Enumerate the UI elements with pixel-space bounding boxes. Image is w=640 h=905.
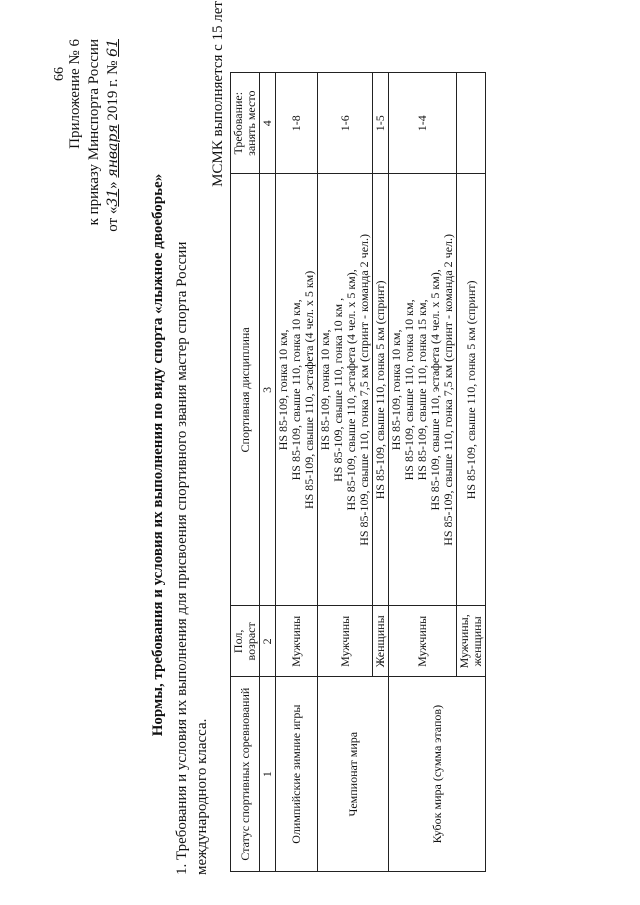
discipline-cell: [457, 174, 486, 606]
discipline-line: HS 85-109, гонка 10 км,: [318, 329, 332, 451]
header-number-cell: 2: [260, 606, 276, 677]
appendix-block: [66, 39, 123, 339]
gender-age-cell: Мужчины, женщины: [457, 606, 486, 677]
header-cell: Пол, возраст: [231, 606, 260, 677]
discipline-line: HS 85-109, свыше 110, гонка 5 км (спринт): [463, 280, 478, 500]
appendix-date: от «31» января 2019 г. № 61: [105, 39, 121, 232]
gender-age-cell: Мужчины: [318, 606, 373, 677]
section-1-line-1: 1. Требования и условия их выполнения для присвоения спортивного звания мастер спорта России: [174, 241, 190, 875]
place-requirement-cell: [457, 73, 486, 174]
discipline-line: HS 85-109, свыше 110, гонка 7,5 км (спринт - команда 2 чел.): [357, 233, 371, 546]
handwritten-day: 31: [105, 188, 121, 207]
header-number-cell: 4: [260, 73, 276, 174]
discipline-line: HS 85-109, свыше 110, эстафета (4 чел. х 5 км),: [344, 269, 358, 511]
discipline-cell: [276, 174, 318, 606]
competition-status-cell: Олимпийские зимние игры: [276, 677, 318, 872]
competition-status-cell: Кубок мира (сумма этапов): [389, 677, 486, 872]
handwritten-month: января: [105, 124, 121, 178]
place-requirement-cell: 1-4: [389, 73, 457, 174]
gender-age-cell: Мужчины: [276, 606, 318, 677]
place-requirement-cell: 1-8: [276, 73, 318, 174]
place-requirement-cell: 1-5: [373, 73, 389, 174]
header-number-cell: 1: [260, 677, 276, 872]
header-cell: Требование: занять место: [231, 73, 260, 174]
table-row: [389, 73, 457, 872]
section-1-line-2: международного класса.: [194, 718, 210, 875]
page-number: 66: [52, 67, 67, 81]
discipline-line: HS 85-109, гонка 10 км,: [389, 329, 403, 451]
appendix-title: Приложение № 6: [67, 39, 83, 149]
table-number-row: [260, 73, 276, 872]
competition-status-cell: Чемпионат мира: [318, 677, 389, 872]
table-header-row: [231, 73, 260, 872]
header-cell: Спортивная дисциплина: [231, 174, 260, 606]
gender-age-cell: Мужчины: [389, 606, 457, 677]
discipline-line: HS 85-109, свыше 110, гонка 15 км,: [415, 299, 429, 481]
table-row: [276, 73, 318, 872]
appendix-order: к приказу Минспорта России: [86, 39, 102, 226]
discipline-line: HS 85-109, свыше 110, эстафета (4 чел. х 5 км): [302, 270, 316, 510]
discipline-line: HS 85-109, гонка 10 км,: [276, 329, 290, 451]
header-number-cell: 3: [260, 174, 276, 606]
discipline-line: HS 85-109, свыше 110, гонка 10 км,: [289, 299, 303, 481]
section-1-text: [172, 155, 212, 875]
msmk-note: МСМК выполняется с 15 лет: [210, 1, 226, 187]
gender-age-cell: Женщины: [373, 606, 389, 677]
discipline-line: HS 85-109, свыше 110, гонка 10 км,: [402, 299, 416, 481]
discipline-cell: [389, 174, 457, 606]
discipline-line: HS 85-109, свыше 110, гонка 5 км (спринт): [373, 280, 387, 500]
discipline-line: HS 85-109, свыше 110, гонка 7,5 км (спринт - команда 2 чел.): [441, 233, 455, 546]
discipline-line: HS 85-109, свыше 110, гонка 10 км ,: [331, 297, 345, 482]
discipline-line: HS 85-109, свыше 110, эстафета (4 чел. х 5 км),: [428, 269, 442, 511]
header-cell: Статус спортивных соревнований: [231, 677, 260, 872]
handwritten-number: 61: [105, 39, 121, 57]
document-title: Нормы, требования и условия их выполнения по виду спорта «лыжное двоеборье»: [150, 173, 166, 737]
table-row: [318, 73, 373, 872]
discipline-cell: [318, 174, 373, 606]
place-requirement-cell: 1-6: [318, 73, 373, 174]
norms-table: [230, 72, 486, 872]
discipline-cell: [373, 174, 389, 606]
